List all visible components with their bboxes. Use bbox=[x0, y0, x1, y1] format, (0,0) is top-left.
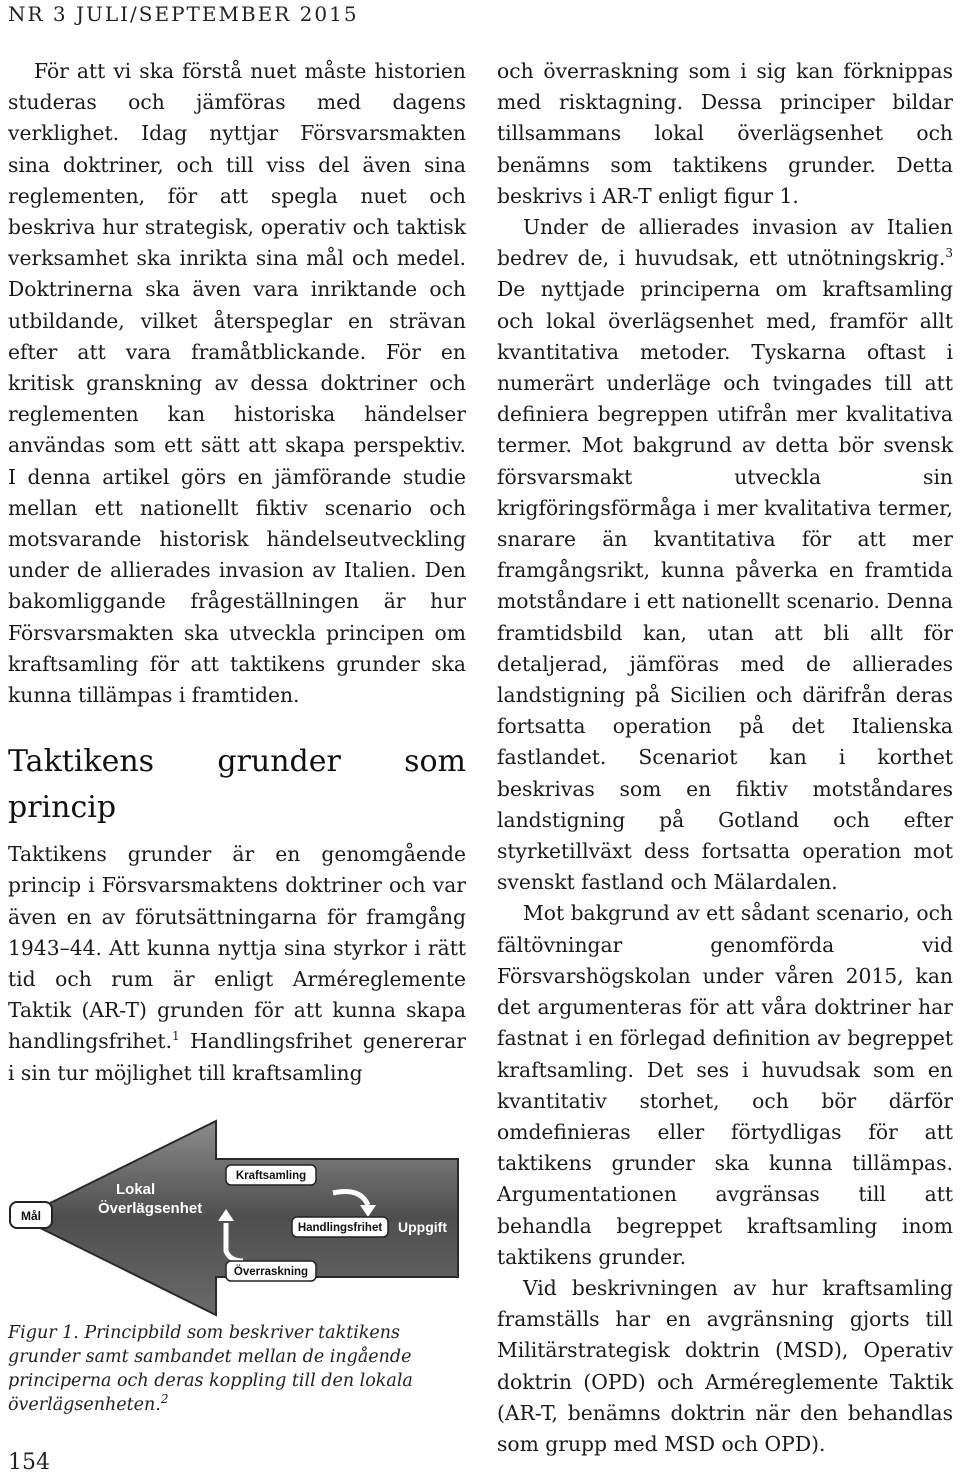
surprise-label: Överraskning bbox=[233, 1265, 309, 1278]
right-paragraph-4: Vid beskrivningen av hur kraftsamling framställs har en avgränsning gjorts till Militärstrategisk doktrin (MSD), Operativ doktrin (OPD) och Arméreglemente Taktik (AR-T, benämns doktrin när den behandlas som grupp med MSD och OPD). bbox=[497, 1275, 953, 1456]
footnote-ref-3: 3 bbox=[945, 246, 953, 261]
concentration-label: Kraftsamling bbox=[235, 1169, 307, 1182]
right-column bbox=[497, 56, 953, 1460]
figure-caption-text: Figur 1. Principbild som beskriver taktikens grunder samt sambandet mellan de ingående principerna och deras koppling till den lokala överlägsenheten. bbox=[8, 1322, 413, 1415]
goal-label: Mål bbox=[20, 1208, 42, 1223]
left-column bbox=[8, 56, 466, 1417]
running-head: NR 3 JULI/SEPTEMBER 2015 bbox=[8, 2, 359, 26]
principle-diagram bbox=[8, 1111, 466, 1321]
right-paragraph-1: och överraskning som i sig kan förknippas med risktagning. Dessa principer bildar tillsammans lokal överlägsenhet och benämns som taktikens grunder. Detta beskrivs i AR-T enligt figur 1. bbox=[497, 59, 953, 208]
footnote-ref-1: 1 bbox=[171, 1029, 180, 1044]
right-paragraph-3: Mot bakgrund av ett sådant scenario, och fältövningar genomförda vid Försvarshögskolan under våren 2015, kan det argumenteras för att våra doktriner har fastnat i en förlegad definition av begreppet kraftsamling. Det ses i huvudsak som en kvantitativ storhet, och bör därför omdefinieras eller förtydligas för att taktikens grunder ska kunna tillämpas. Argumentationen avgränsas till att behandla begreppet kraftsamling inom taktikens grunder. bbox=[497, 901, 953, 1269]
right-paragraph-2 bbox=[497, 212, 953, 898]
local-superiority-label-line1: Lokal bbox=[116, 1180, 156, 1198]
section-paragraph bbox=[8, 839, 466, 1089]
section-text-a: Taktikens grunder är en genomgående princip i Försvarsmaktens doktriner och var även en av förutsättningarna för framgång 1943–44. Att kunna nyttja sina styrkor i rätt tid och rum är enligt Arméreglemente Taktik (AR-T) grunden för att kunna skapa handlingsfrihet. bbox=[8, 842, 466, 1054]
page-number: 154 bbox=[8, 1450, 50, 1475]
intro-paragraph: För att vi ska förstå nuet måste historien studeras och jämföras med dagens verklighet. Idag nyttjar Försvarsmakten sina doktriner, och till viss del även sina reglementen, för att spegla nuet och beskriva hur strategisk, operativ och taktisk verksamhet ska inrikta sina mål och medel. Doktrinerna ska även vara inriktande och utbildande, vilket återspeglar en strävan efter att vara framåtblickande. För en kritisk granskning av dessa doktriner och reglementen kan historiska händelser användas som ett sätt att skapa perspektiv. I denna artikel görs en jämförande studie mellan ett nationellt fiktiv scenario och motsvarande historisk händelseutveckling under de allierades invasion av Italien. Den bakomliggande frågeställningen är hur Försvarsmakten ska utveckla principen om kraftsamling för att taktikens grunder ska kunna tillämpas i framtiden. bbox=[8, 59, 466, 708]
section-text-b: Handlingsfrihet genererar i sin tur möjlighet till kraftsamling bbox=[8, 1029, 466, 1085]
local-superiority-label-line2: Överlägsenhet bbox=[98, 1199, 203, 1217]
right-paragraph-2a: Under de allierades invasion av Italien bedrev de, i huvudsak, ett utnötningskrig. bbox=[497, 215, 953, 271]
section-heading: Taktikens grunder som princip bbox=[8, 744, 466, 826]
footnote-ref-2: 2 bbox=[160, 1392, 169, 1407]
right-paragraph-2b: De nyttjade principerna om kraftsamling och lokal överlägsenhet med, framför allt kvantitativa metoder. Tyskarna oftast i numerärt underläge och tvingades till att definiera begreppen utifrån mer kvalitativa termer. Mot bakgrund av detta bör svensk försvarsmakt utveckla sin krigföringsförmåga i mer kvalitativa termer, snarare än kvantitativa för att mer framgångsrikt, kunna påverka en framtida motståndare i ett nationellt scenario. Denna framtidsbild kan, utan att bli allt för detaljerad, jämföras med de allierades landstigning på Sicilien och därifrån deras fortsatta operation på det Italienska fastlandet. Scenariot kan i korthet beskrivas som en fiktiv motståndares landstigning på Gotland och efter styrketillväxt dess fortsatta operation mot svenskt fastland och Mälardalen. bbox=[497, 277, 953, 895]
task-label: Uppgift bbox=[398, 1218, 447, 1235]
freedom-label: Handlingsfrihet bbox=[297, 1221, 383, 1234]
direction-arrow-shape bbox=[20, 1121, 458, 1315]
figure-caption bbox=[8, 1321, 458, 1417]
figure-1 bbox=[8, 1111, 466, 1321]
